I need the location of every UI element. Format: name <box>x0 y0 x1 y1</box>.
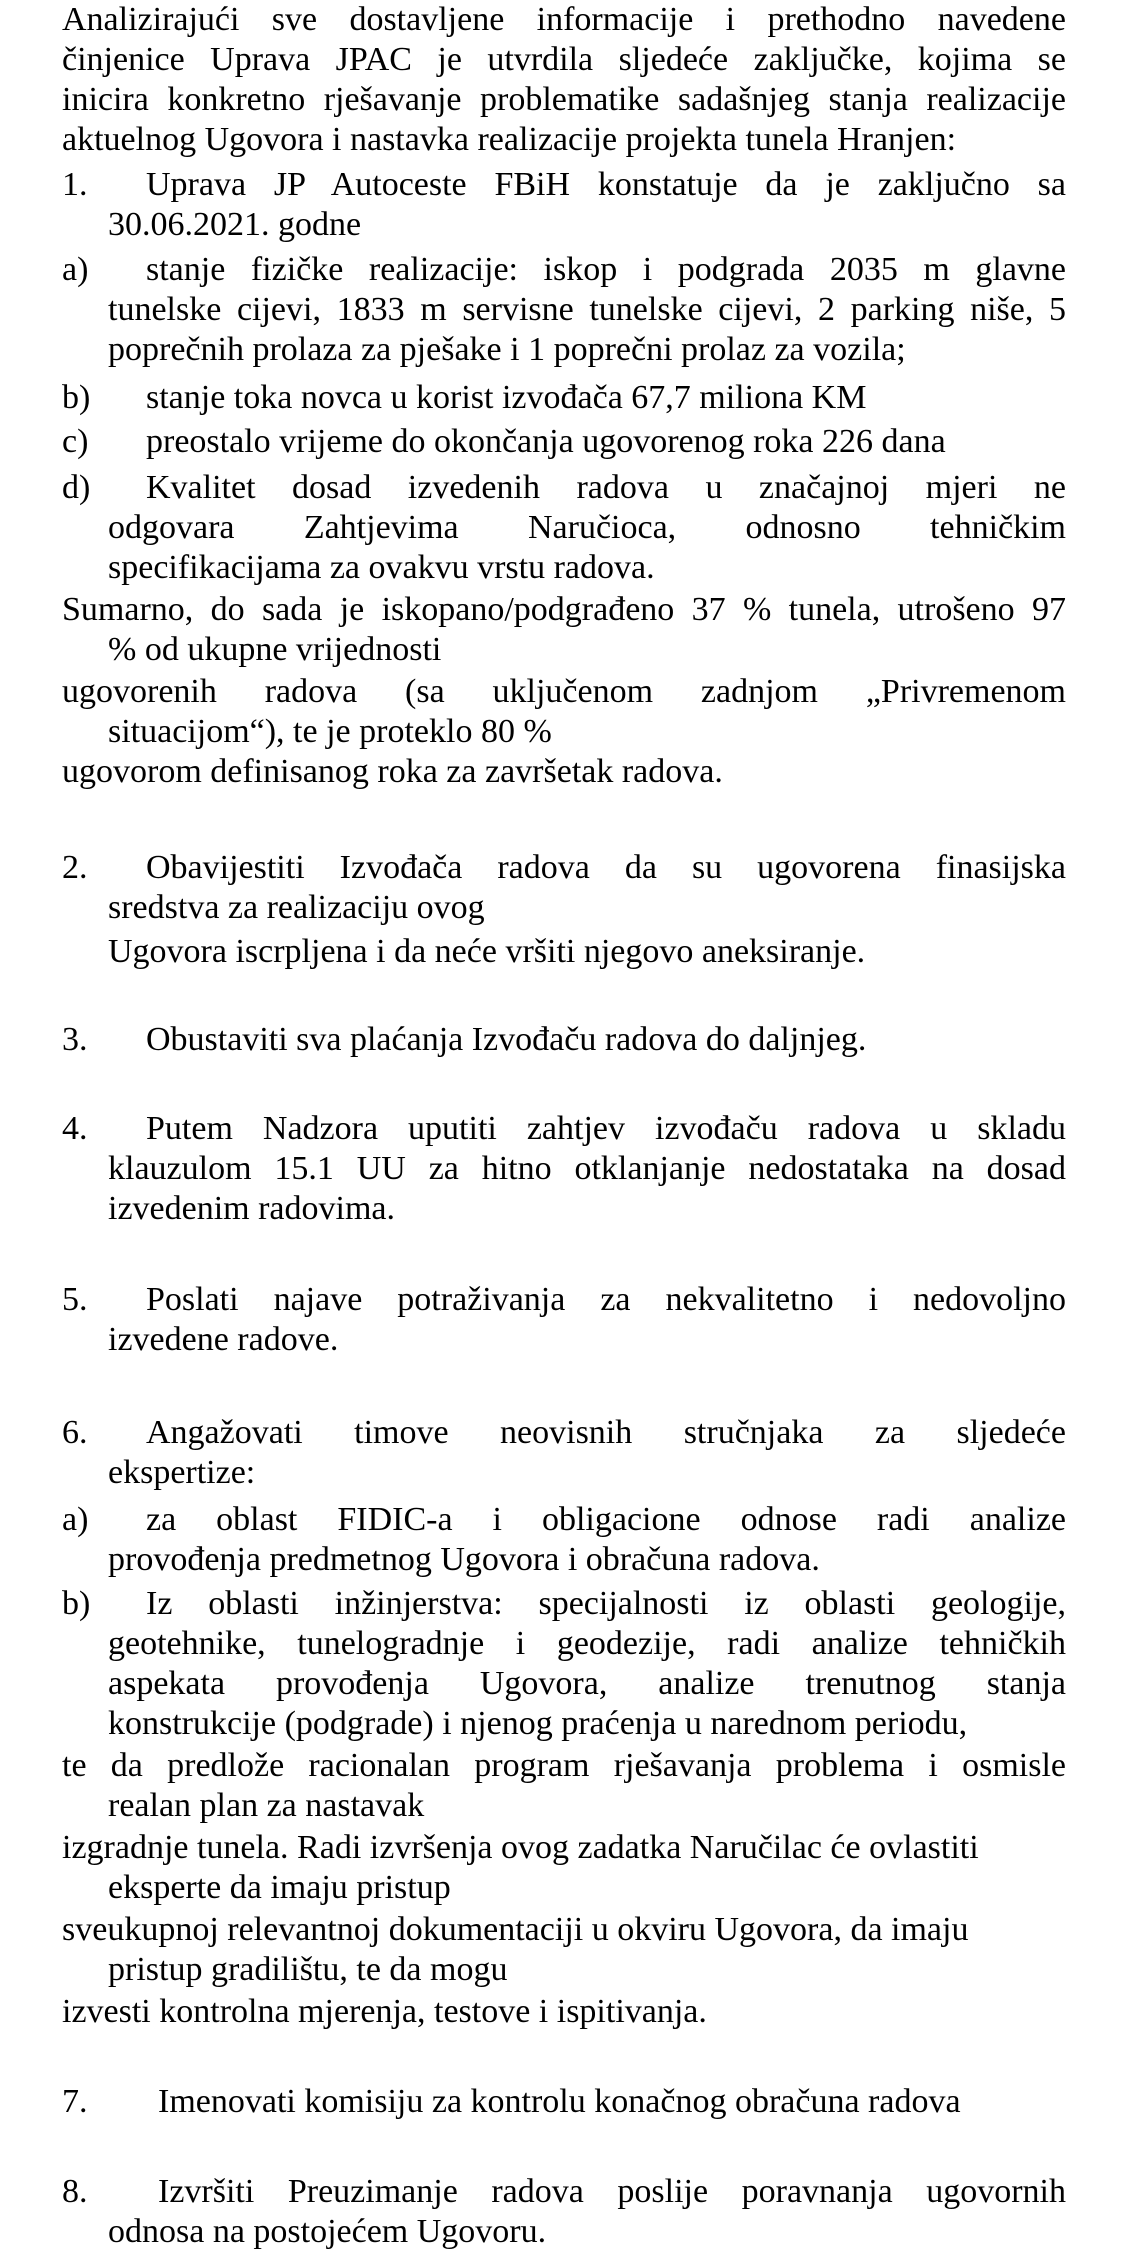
item-text: Poslati najave potraživanja za nekvalitetno i nedovoljno <box>146 1281 1066 1318</box>
list-item-6 <box>62 1413 1066 1453</box>
sub-item-text: odgovara Zahtjevima Naručioca, odnosno tehničkim <box>108 509 1066 546</box>
list-item-3 <box>62 1020 1066 1060</box>
sub-item-marker: b) <box>62 1585 91 1622</box>
sub-item-marker: a) <box>62 251 89 288</box>
item-tail-line: izvesti kontrolna mjerenja, testove i ispitivanja. <box>62 1993 707 2030</box>
item-text: Izvršiti Preuzimanje radova poslije poravnanja ugovornih <box>158 2173 1066 2210</box>
sub-item-text: Kvalitet dosad izvedenih radova u značajnoj mjeri ne <box>146 469 1066 506</box>
item-text: Angažovati timove neovisnih stručnjaka za sljedeće <box>146 1414 1066 1451</box>
item-text: Uprava JP Autoceste FBiH konstatuje da je zaključno sa <box>146 166 1066 203</box>
item-number: 6. <box>62 1414 88 1451</box>
sub-item-6a <box>62 1500 1066 1540</box>
item-text: izvedenim radovima. <box>108 1190 396 1227</box>
item-text: sredstva za realizaciju ovog <box>108 889 485 926</box>
item-tail-line: pristup gradilištu, te da mogu <box>108 1951 508 1988</box>
sub-item-marker: b) <box>62 379 91 416</box>
summary-line: ugovorenih radova (sa uključenom zadnjom „Privremenom <box>62 673 1066 710</box>
sub-item-text: geotehnike, tunelogradnje i geodezije, radi analize tehničkih <box>108 1625 1066 1662</box>
item-number: 3. <box>62 1021 88 1058</box>
item-text: izvedene radove. <box>108 1321 339 1358</box>
item-text: Ugovora iscrpljena i da neće vršiti njegovo aneksiranje. <box>108 933 866 970</box>
item-text: Obustaviti sva plaćanja Izvođaču radova do daljnjeg. <box>146 1021 867 1058</box>
item-tail-line: te da predlože racionalan program rješavanja problema i osmisle <box>62 1747 1066 1784</box>
item-text: Imenovati komisiju za kontrolu konačnog obračuna radova <box>158 2083 961 2120</box>
list-item-2 <box>62 848 1066 888</box>
intro-line: aktuelnog Ugovora i nastavka realizacije projekta tunela Hranjen: <box>62 121 957 158</box>
sub-item-marker: d) <box>62 469 91 506</box>
sub-item-text: poprečnih prolaza za pješake i 1 poprečni prolaz za vozila; <box>108 331 906 368</box>
item-number: 2. <box>62 849 88 886</box>
item-tail-line: sveukupnoj relevantnoj dokumentaciji u okviru Ugovora, da imaju <box>62 1911 969 1948</box>
list-item-4 <box>62 1109 1066 1149</box>
item-tail-line: realan plan za nastavak <box>108 1787 425 1824</box>
item-text: Obavijestiti Izvođača radova da su ugovorena finasijska <box>146 849 1066 886</box>
sub-item-text: za oblast FIDIC-a i obligacione odnose radi analize <box>146 1501 1066 1538</box>
item-text: 30.06.2021. godne <box>108 206 362 243</box>
sub-item-1a <box>62 250 1066 290</box>
sub-item-text: konstrukcije (podgrade) i njenog praćenja u narednom periodu, <box>108 1705 968 1742</box>
sub-item-marker: c) <box>62 423 89 460</box>
item-text: odnosa na postojećem Ugovoru. <box>108 2213 547 2250</box>
sub-item-text: aspekata provođenja Ugovora, analize trenutnog stanja <box>108 1665 1066 1702</box>
item-number: 4. <box>62 1110 88 1147</box>
sub-item-1d <box>62 468 1066 508</box>
item-number: 7. <box>62 2083 88 2120</box>
item-tail-line: eksperte da imaju pristup <box>108 1869 451 1906</box>
sub-item-1b <box>62 378 1066 418</box>
item-tail-line: izgradnje tunela. Radi izvršenja ovog zadatka Naručilac će ovlastiti <box>62 1829 979 1866</box>
item-text: klauzulom 15.1 UU za hitno otklanjanje nedostataka na dosad <box>108 1150 1066 1187</box>
summary-line: situacijom“), te je proteklo 80 % <box>108 713 552 750</box>
sub-item-text: Iz oblasti inžinjerstva: specijalnosti iz oblasti geologije, <box>146 1585 1066 1622</box>
intro-line: Analizirajući sve dostavljene informacije i prethodno navedene <box>62 1 1066 38</box>
item-text: Putem Nadzora uputiti zahtjev izvođaču radova u skladu <box>146 1110 1066 1147</box>
list-item-5 <box>62 1280 1066 1320</box>
summary-line: Sumarno, do sada je iskopano/podgrađeno 37 % tunela, utrošeno 97 <box>62 591 1066 628</box>
list-item-7 <box>62 2082 1066 2122</box>
sub-item-marker: a) <box>62 1501 89 1538</box>
intro-line: inicira konkretno rješavanje problematike sadašnjeg stanja realizacije <box>62 81 1066 118</box>
sub-item-text: tunelske cijevi, 1833 m servisne tunelske cijevi, 2 parking niše, 5 <box>108 291 1066 328</box>
item-number: 8. <box>62 2173 88 2210</box>
item-number: 5. <box>62 1281 88 1318</box>
list-item-8 <box>62 2172 1066 2212</box>
sub-item-text: provođenja predmetnog Ugovora i obračuna radova. <box>108 1541 820 1578</box>
sub-item-1c <box>62 422 1066 462</box>
summary-line: % od ukupne vrijednosti <box>108 631 442 668</box>
sub-item-text: stanje toka novca u korist izvođača 67,7 miliona KM <box>146 379 867 416</box>
sub-item-text: stanje fizičke realizacije: iskop i podgrada 2035 m glavne <box>146 251 1066 288</box>
item-number: 1. <box>62 166 88 203</box>
sub-item-6b <box>62 1584 1066 1624</box>
sub-item-text: preostalo vrijeme do okončanja ugovorenog roka 226 dana <box>146 423 946 460</box>
intro-line: činjenice Uprava JPAC je utvrdila sljedeće zaključke, kojima se <box>62 41 1066 78</box>
sub-item-text: specifikacijama za ovakvu vrstu radova. <box>108 549 655 586</box>
item-text: ekspertize: <box>108 1454 256 1491</box>
list-item-1 <box>62 165 1066 205</box>
summary-line: ugovorom definisanog roka za završetak radova. <box>62 753 723 790</box>
